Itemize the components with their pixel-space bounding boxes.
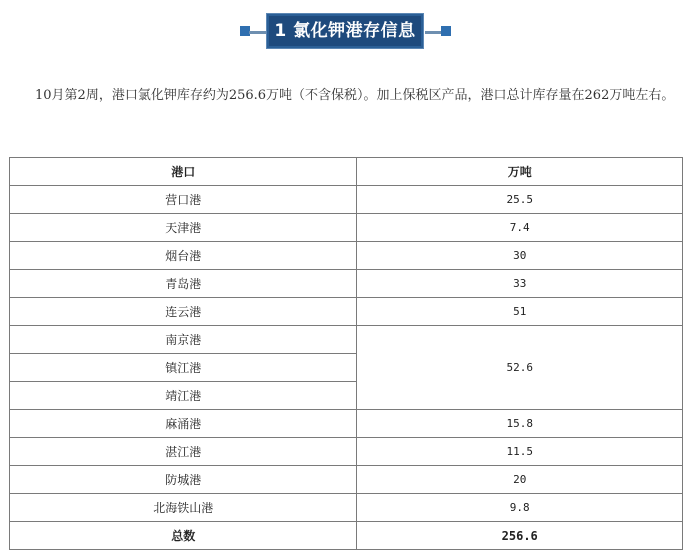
amount-cell: 20 bbox=[357, 466, 683, 494]
header-amount: 万吨 bbox=[357, 158, 683, 186]
section-title: 氯化钾港存信息 bbox=[293, 21, 416, 41]
table-header-row bbox=[10, 158, 683, 186]
banner-cap-right-icon bbox=[441, 26, 451, 36]
port-cell: 镇江港 bbox=[10, 354, 357, 382]
amount-cell: 51 bbox=[357, 298, 683, 326]
table-row bbox=[10, 214, 683, 242]
table-row bbox=[10, 186, 683, 214]
table-row bbox=[10, 326, 683, 354]
total-label: 总数 bbox=[10, 522, 357, 550]
section-title-box bbox=[266, 13, 424, 49]
amount-cell: 33 bbox=[357, 270, 683, 298]
port-cell: 湛江港 bbox=[10, 438, 357, 466]
amount-cell-merged: 52.6 bbox=[357, 326, 683, 410]
total-amount: 256.6 bbox=[357, 522, 683, 550]
section-header bbox=[0, 0, 692, 66]
table-row bbox=[10, 298, 683, 326]
port-cell: 营口港 bbox=[10, 186, 357, 214]
amount-cell: 7.4 bbox=[357, 214, 683, 242]
amount-cell: 30 bbox=[357, 242, 683, 270]
port-cell: 北海铁山港 bbox=[10, 494, 357, 522]
banner-rule-left bbox=[249, 31, 267, 34]
intro-paragraph: 10月第2周，港口氯化钾库存约为256.6万吨（不含保税）。加上保税区产品，港口总计库存量在262万吨左右。 bbox=[35, 88, 675, 103]
section-number: 1 bbox=[274, 21, 287, 41]
amount-cell: 25.5 bbox=[357, 186, 683, 214]
port-cell: 防城港 bbox=[10, 466, 357, 494]
amount-cell: 11.5 bbox=[357, 438, 683, 466]
table-row bbox=[10, 438, 683, 466]
amount-cell: 15.8 bbox=[357, 410, 683, 438]
amount-cell: 9.8 bbox=[357, 494, 683, 522]
port-cell: 靖江港 bbox=[10, 382, 357, 410]
table-row bbox=[10, 410, 683, 438]
table-row bbox=[10, 242, 683, 270]
port-cell: 麻涌港 bbox=[10, 410, 357, 438]
table-row bbox=[10, 494, 683, 522]
port-cell: 天津港 bbox=[10, 214, 357, 242]
port-cell: 连云港 bbox=[10, 298, 357, 326]
table-total-row bbox=[10, 522, 683, 550]
port-inventory-table bbox=[9, 157, 683, 550]
port-cell: 青岛港 bbox=[10, 270, 357, 298]
port-cell: 南京港 bbox=[10, 326, 357, 354]
table-row bbox=[10, 466, 683, 494]
header-port: 港口 bbox=[10, 158, 357, 186]
port-cell: 烟台港 bbox=[10, 242, 357, 270]
table-row bbox=[10, 270, 683, 298]
